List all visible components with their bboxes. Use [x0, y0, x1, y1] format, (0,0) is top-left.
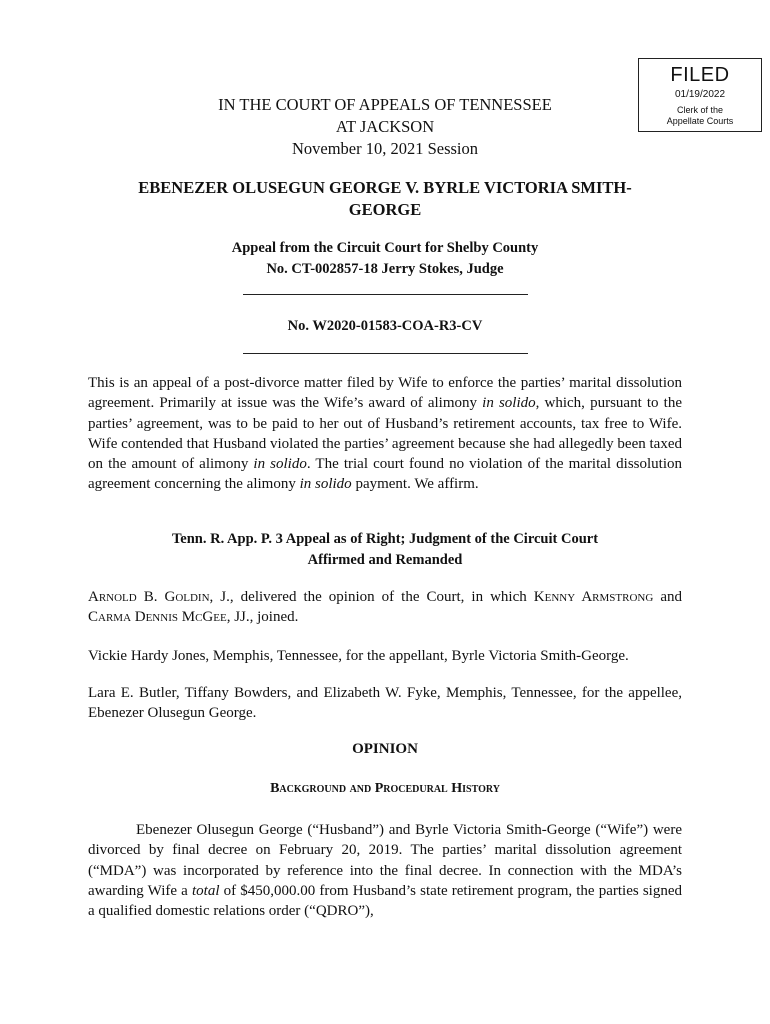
appeal-from: Appeal from the Circuit Court for Shelby County [231, 240, 539, 256]
case-title-line-1: EBENEZER OLUSEGUN GEORGE V. BYRLE VICTORIA SMITH- [138, 178, 632, 197]
opinion-italic: total [191, 882, 220, 899]
clerk-line-1: Clerk of the [676, 105, 724, 115]
summary-text: , which, pursuant to the parties’ agreement, was to be paid to her out of Husband’s retirement accounts, tax free to Wife. Wife contended that Husband violated the parties’ agreement because she had allegedly been taxed on the amount of alimony [88, 395, 683, 473]
authorship-paragraph [88, 587, 682, 628]
summary-text: . The trial court found no violation of the marital dissolution agreement concerning the alimony [88, 456, 682, 493]
authorship-text: and [653, 589, 682, 605]
summary-text: payment. We affirm. [351, 476, 479, 493]
opinion-paragraph [88, 820, 682, 921]
appellee-counsel: Lara E. Butler, Tiffany Bowders, and Elizabeth W. Fyke, Memphis, Tennessee, for the appellee, Ebenezer Olusegun George. [88, 685, 682, 722]
author-name: Arnold B. Goldin [88, 589, 210, 605]
court-name: IN THE COURT OF APPEALS OF TENNESSEE [218, 95, 552, 114]
trial-court-number: No. CT-002857-18 Jerry Stokes, Judge [266, 261, 504, 277]
appeal-number-block [88, 316, 682, 337]
summary-paragraph [88, 373, 682, 495]
disposition [88, 529, 682, 571]
opinion-text: Ebenezer Olusegun George (“Husband”) and Byrle Victoria Smith-George (“Wife”) were divorced by final decree on February 20, 2019. The parties’ marital dissolution agreement (“MDA”) was incorporated by reference into the final decree. In connection with the MDA’s awarding Wife a [88, 822, 682, 899]
section-heading: Background and Procedural History [270, 781, 500, 796]
disposition-line-1: Tenn. R. App. P. 3 Appeal as of Right; Judgment of the Circuit Court [171, 531, 599, 547]
disposition-line-2: Affirmed and Remanded [307, 552, 463, 568]
case-title [88, 177, 682, 221]
session-date: November 10, 2021 Session [291, 139, 479, 158]
clerk-line-2: Appellate Courts [666, 116, 734, 126]
judge-name: Carma Dennis McGee [88, 609, 227, 626]
case-title-line-2: GEORGE [348, 200, 422, 219]
opinion-heading: OPINION [352, 741, 418, 757]
appeal-number: No. W2020-01583-COA-R3-CV [287, 318, 483, 334]
summary-italic: in solido [299, 476, 352, 493]
summary-italic: in solido [482, 395, 536, 412]
divider-rule [243, 353, 528, 354]
divider-rule [243, 294, 528, 295]
authorship-text: , JJ., joined. [226, 609, 299, 626]
court-header [88, 94, 682, 160]
court-location: AT JACKSON [335, 117, 435, 136]
summary-italic: in solido [253, 456, 307, 473]
judge-name: Kenny Armstrong [533, 589, 654, 605]
filed-date: 01/19/2022 [674, 89, 726, 100]
opinion-text: of $450,000.00 from Husband’s state retirement program, the parties signed a qualified domestic relations order (“QDRO”), [88, 882, 682, 920]
appellant-counsel: Vickie Hardy Jones, Memphis, Tennessee, for the appellant, Byrle Victoria Smith-George. [88, 648, 629, 664]
filed-label: FILED [670, 64, 730, 86]
appeal-info [88, 238, 682, 280]
summary-text: This is an appeal of a post-divorce matter filed by Wife to enforce the parties’ marital dissolution agreement. Primarily at issue was the Wife’s award of alimony [88, 375, 682, 412]
authorship-text: , J., delivered the opinion of the Court, in which [209, 589, 534, 605]
